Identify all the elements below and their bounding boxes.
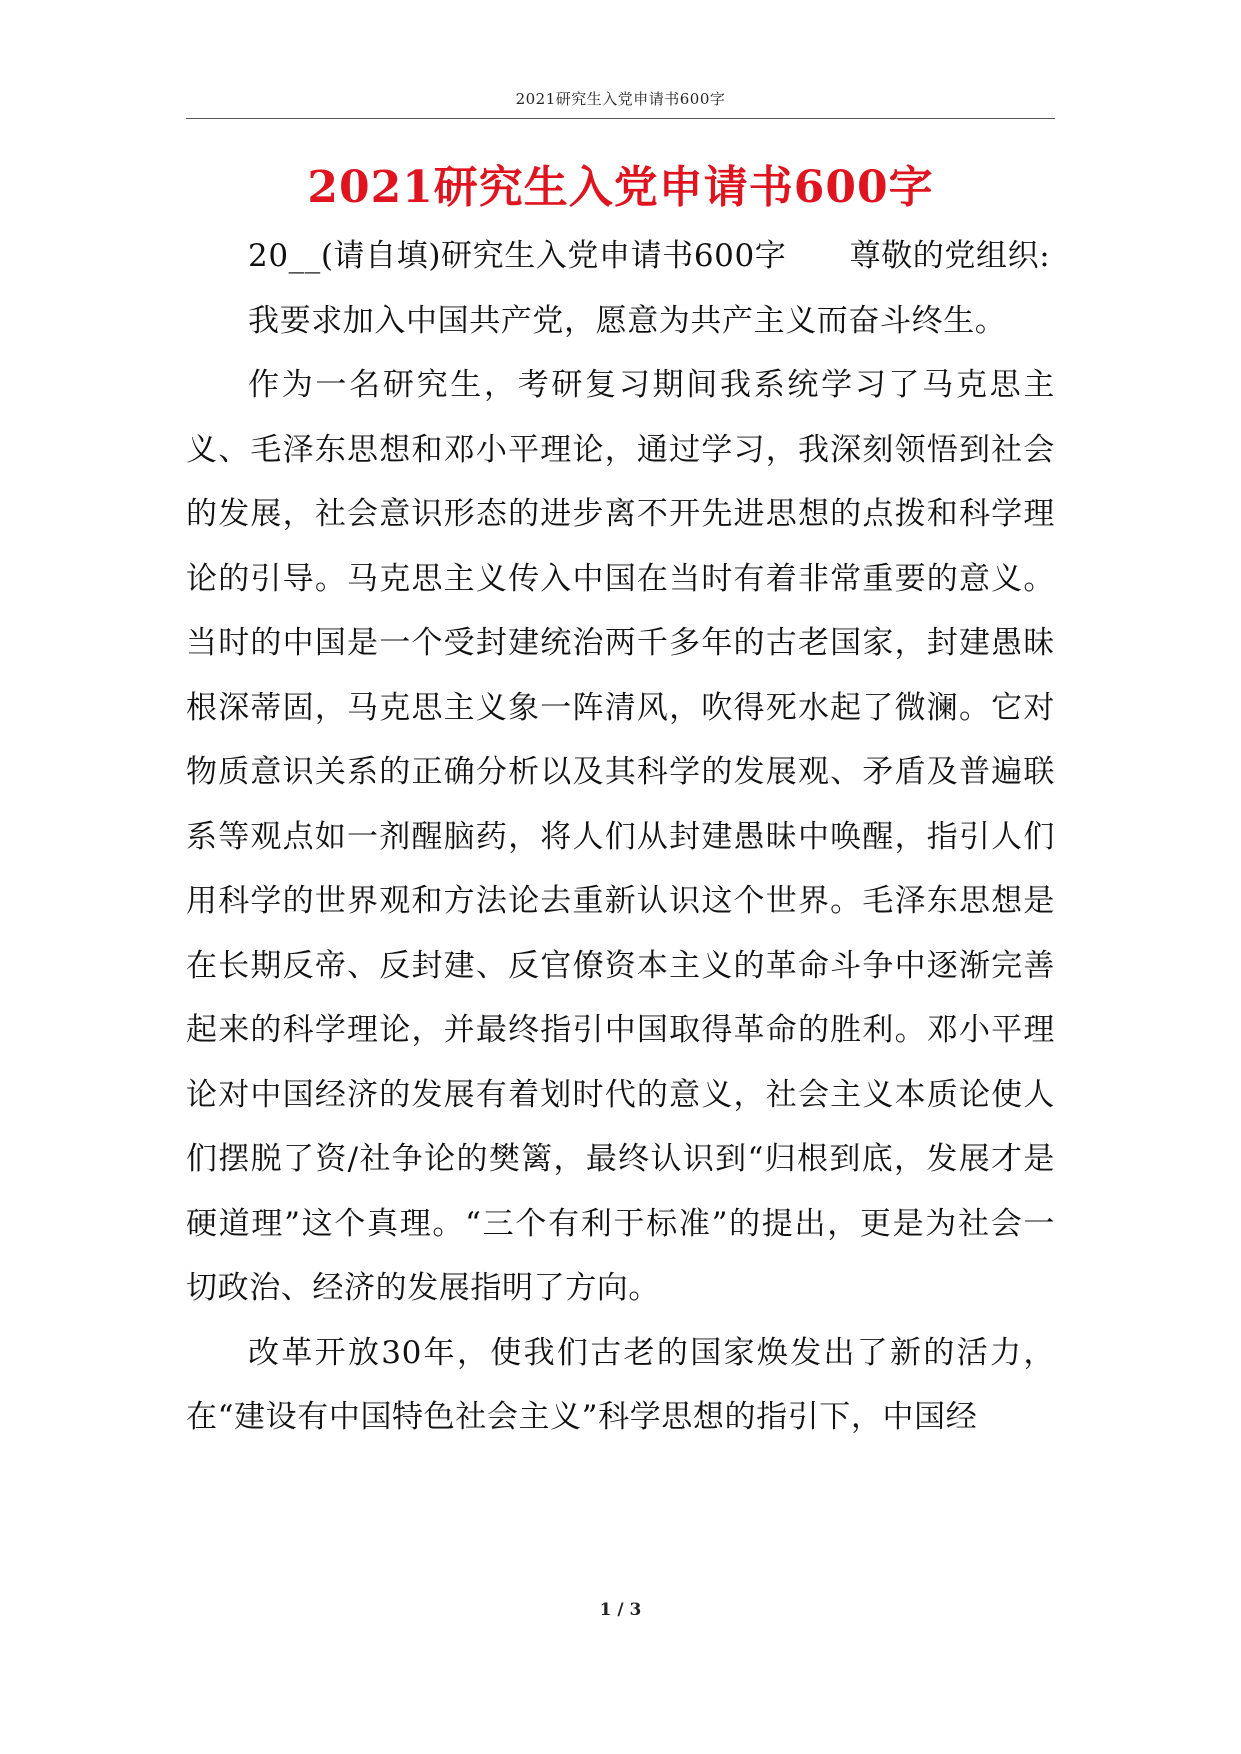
body-paragraph: 改革开放30年，使我们古老的国家焕发出了新的活力，在“建设有中国特色社会主义”科学思想的指引下，中国经 [186,1334,1055,1435]
document-title: 2021研究生入党申请书600字 [307,162,934,213]
salutation-paragraph: 20__(请自填)研究生入党申请书600字 尊敬的党组织: [248,238,1051,274]
running-header: 2021研究生入党申请书600字 [515,90,726,108]
page-number: 1 / 3 [599,1600,642,1620]
body-paragraph: 我要求加入中国共产党，愿意为共产主义而奋斗终生。 [248,302,1007,339]
body-paragraph: 作为一名研究生，考研复习期间我系统学习了马克思主义、毛泽东思想和邓小平理论，通过学习，我深刻领悟到社会的发展，社会意识形态的进步离不开先进思想的点拨和科学理论的引导。马克思主义传入中国在当时有着非常重要的意义。当时的中国是一个受封建统治两千多年的古老国家，封建愚昧根深蒂固，马克思主义象一阵清风，吹得死水起了微澜。它对物质意识关系的正确分析以及其科学的发展观、矛盾及普遍联系等观点如一剂醒脑药，将人们从封建愚昧中唤醒，指引人们用科学的世界观和方法论去重新认识这个世界。毛泽东思想是在长期反帝、反封建、反官僚资本主义的革命斗争中逐渐完善起来的科学理论，并最终指引中国取得革命的胜利。邓小平理论对中国经济的发展有着划时代的意义，社会主义本质论使人们摆脱了资/社争论的樊篱，最终认识到“归根到底，发展才是硬道理”这个真理。“三个有利于标准”的提出，更是为社会一切政治、经济的发展指明了方向。 [186,367,1055,1306]
header-divider [186,118,1055,119]
document-body [186,224,1055,1450]
